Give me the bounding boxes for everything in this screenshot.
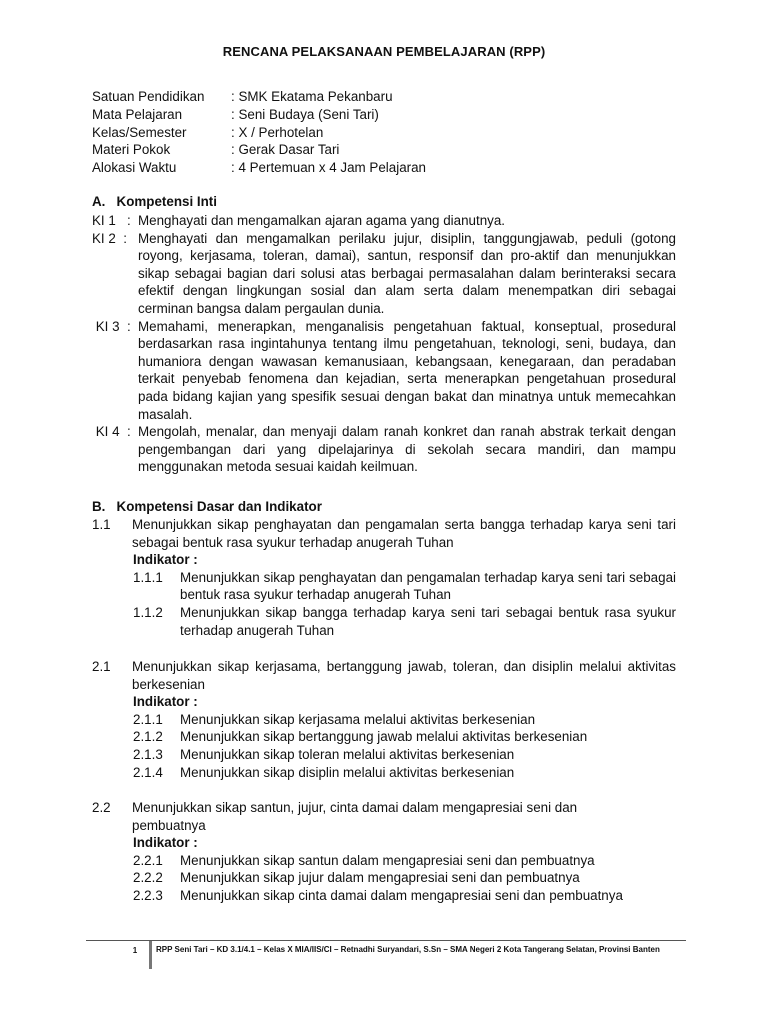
indicator-number: 1.1.1 (133, 569, 163, 585)
identity-block (92, 88, 426, 177)
ki-code: KI 3 : (92, 318, 131, 334)
indicator-text: Menunjukkan sikap bangga terhadap karya seni tari sebagai bentuk rasa syukur terhadap anugerah Tuhan (180, 604, 676, 638)
indicator-number: 2.2.3 (133, 887, 163, 903)
indicator-text: Menunjukkan sikap bertanggung jawab melalui aktivitas berkesenian (180, 729, 588, 745)
footer-page-number: 1 (132, 946, 138, 955)
identity-label: Mata Pelajaran (92, 106, 183, 122)
kd-item (92, 516, 676, 551)
indicator-text: Menunjukkan sikap kerjasama melalui aktivitas berkesenian (180, 711, 536, 727)
identity-value: : 4 Pertemuan x 4 Jam Pelajaran (231, 160, 427, 176)
indicator-text: Menunjukkan sikap santun dalam mengapresiai seni dan pembuatnya (180, 852, 595, 868)
document-title: RENCANA PELAKSANAAN PEMBELAJARAN (RPP) (222, 44, 546, 59)
identity-label: Satuan Pendidikan (92, 89, 205, 104)
indicator-label: Indikator : (133, 552, 198, 568)
indicator-item (133, 569, 676, 604)
indicator-text: Menunjukkan sikap cinta damai dalam mengapresiai seni dan pembuatnya (180, 887, 623, 903)
indicator-item (133, 887, 676, 905)
kd-text: Menunjukkan sikap kerjasama, bertanggung jawab, toleran, dan disiplin melalui aktivitas berkesenian (132, 659, 676, 692)
indicator-label: Indikator : (133, 694, 198, 710)
kompetensi-inti-list (92, 212, 676, 476)
kd-item (92, 658, 676, 693)
ki-text: Memahami, menerapkan, menganalisis pengetahuan faktual, konseptual, prosedural berdasarkan rasa ingintahunya tentang ilmu pengetahuan, teknologi, seni, budaya, dan humaniora dengan wawasan kemanusiaan, kebangsaan, kenegaraan, dan peradaban terkait penyebab fenomena dan kejadian, serta menerapkan pengetahuan prosedural pada bidang kajian yang spesifik sesuai dengan bakat dan minatnya untuk memecahkan masalah. (138, 318, 676, 422)
indicator-number: 2.1.2 (133, 729, 163, 745)
indicator-item (133, 869, 676, 887)
identity-value: : X / Perhotelan (231, 124, 324, 140)
footer-text: RPP Seni Tari – KD 3.1/4.1 – Kelas X MIA/IIS/CI – Retnadhi Suryandari, S.Sn – SMA Negeri 2 Kota Tangerang Selatan, Provinsi Banten (156, 945, 660, 954)
ki-item (92, 318, 676, 424)
indicator-text: Menunjukkan sikap disiplin melalui aktivitas berkesenian (180, 764, 515, 780)
footer-rule (86, 940, 686, 941)
footer-separator (149, 941, 152, 969)
identity-value: : Gerak Dasar Tari (231, 142, 340, 158)
indicator-number: 2.1.1 (133, 711, 163, 727)
ki-code: KI 4 : (92, 424, 131, 440)
ki-code: KI 2 : (92, 230, 127, 246)
ki-text: Menghayati dan mengamalkan ajaran agama yang dianutnya. (138, 213, 506, 228)
kd-item (92, 799, 676, 834)
indicator-item (133, 711, 676, 729)
indicator-number: 2.2.1 (133, 852, 163, 868)
identity-row (92, 159, 426, 177)
identity-label: Alokasi Waktu (92, 160, 177, 176)
identity-row (92, 88, 426, 106)
identity-row (92, 124, 426, 142)
indicator-text: Menunjukkan sikap jujur dalam mengapresiai seni dan pembuatnya (180, 870, 580, 886)
ki-text: Menghayati dan mengamalkan perilaku jujur, disiplin, tanggungjawab, peduli (gotong royong, kerjasama, toleran, damai), santun, responsif dan pro-aktif dan menunjukkan sikap sebagai bagian dari solusi atas berbagai permasalahan dalam berinteraksi secara efektif dengan lingkungan sosial dan alam serta dalam menempatkan diri sebagai cerminan bangsa dalam pergaulan dunia. (138, 230, 676, 316)
kd-text: Menunjukkan sikap penghayatan dan pengamalan serta bangga terhadap karya seni tari sebagai bentuk rasa syukur terhadap anugerah Tuhan (132, 517, 676, 550)
ki-text: Mengolah, menalar, dan menyaji dalam ranah konkret dan ranah abstrak terkait dengan pengembangan dari yang dipelajarinya di sekolah secara mandiri, dan mampu menggunakan metoda sesuai kaidah keilmuan. (138, 424, 676, 475)
indicator-text: Menunjukkan sikap toleran melalui aktivitas berkesenian (180, 746, 515, 762)
indicator-number: 2.2.2 (133, 870, 163, 886)
section-b-heading: B. Kompetensi Dasar dan Indikator (92, 499, 322, 514)
kd-block-1-1 (92, 516, 676, 639)
section-a-heading: A. Kompetensi Inti (92, 194, 217, 209)
ki-code: KI 1 : (92, 213, 131, 228)
indicator-label: Indikator : (133, 835, 198, 851)
indicator-item (133, 604, 676, 639)
kd-number: 2.1 (92, 659, 111, 674)
kd-block-2-1 (92, 658, 676, 781)
identity-row (92, 141, 426, 159)
indicator-item (133, 746, 676, 764)
indicator-number: 2.1.3 (133, 746, 163, 762)
kd-number: 2.2 (92, 800, 111, 815)
identity-value: : Seni Budaya (Seni Tari) (231, 106, 379, 122)
ki-item (92, 423, 676, 476)
ki-item (92, 212, 676, 230)
indicator-item (133, 852, 676, 870)
identity-label: Kelas/Semester (92, 124, 187, 140)
kd-block-2-2 (92, 799, 676, 905)
indicator-item (133, 728, 676, 746)
kd-text: Menunjukkan sikap santun, jujur, cinta damai dalam mengapresiai seni dan pembuatnya (132, 800, 578, 833)
indicator-text: Menunjukkan sikap penghayatan dan pengamalan terhadap karya seni tari sebagai bentuk rasa syukur terhadap anugerah Tuhan (180, 569, 676, 603)
identity-label: Materi Pokok (92, 142, 171, 158)
identity-value: : SMK Ekatama Pekanbaru (231, 89, 393, 104)
indicator-item (133, 764, 676, 782)
indicator-number: 2.1.4 (133, 764, 163, 780)
kd-number: 1.1 (92, 517, 111, 532)
indicator-number: 1.1.2 (133, 604, 163, 620)
ki-item (92, 230, 676, 318)
identity-row (92, 106, 426, 124)
